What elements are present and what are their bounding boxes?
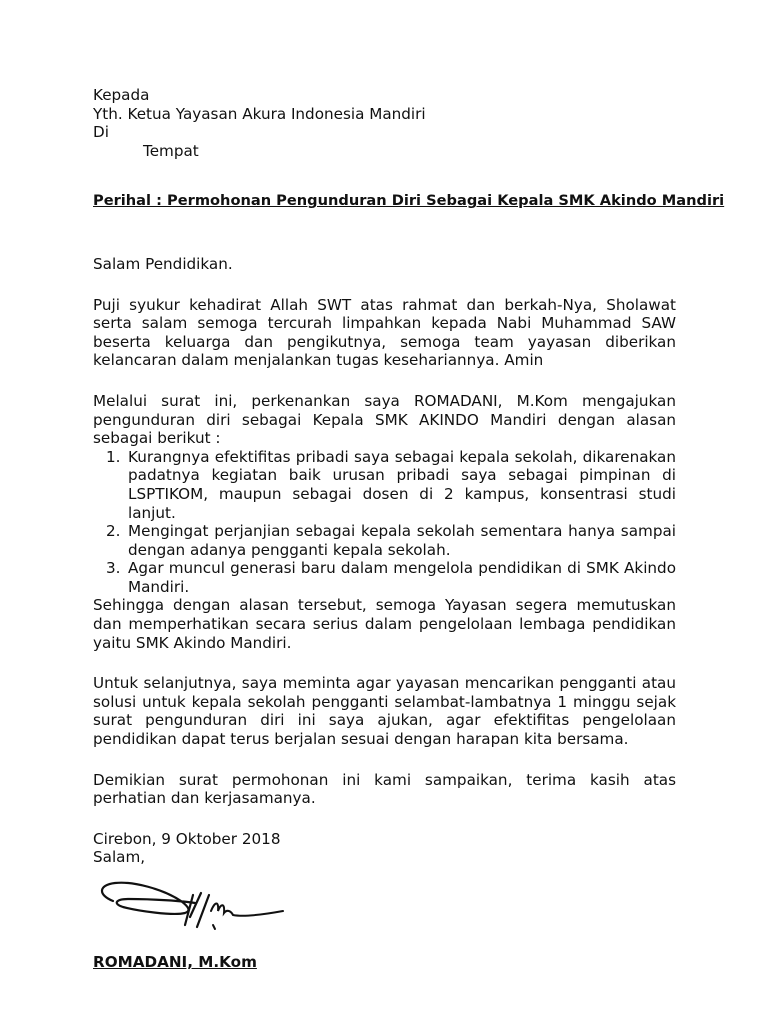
address-place: Tempat — [143, 141, 199, 160]
address-recipient: Yth. Ketua Yayasan Akura Indonesia Mandiri — [93, 104, 426, 123]
place-date: Cirebon, 9 Oktober 2018 — [93, 829, 281, 848]
list-item-text: Mengingat perjanjian sebagai kepala sekolah sementara hanya sampai dengan adanya pengganti kepala sekolah. — [128, 522, 676, 559]
list-item — [106, 559, 676, 596]
list-item — [106, 522, 676, 559]
greeting: Salam Pendidikan. — [93, 254, 233, 273]
paragraph-request: Melalui surat ini, perkenankan saya ROMADANI, M.Kom mengajukan pengunduran diri sebagai Kepala SMK AKINDO Mandiri dengan alasan sebagai berikut : — [93, 391, 676, 448]
letter — [93, 86, 725, 972]
paragraph-followup: Untuk selanjutnya, saya meminta agar yayasan mencarikan pengganti atau solusi untuk kepala sekolah pengganti selambat-lambatnya 1 minggu sejak surat pengunduran diri ini saya ajukan, agar efektifitas pengelolaan pendidikan dapat terus berjalan sesuai dengan harapan kita bersama. — [93, 674, 676, 749]
list-item-text: Agar muncul generasi baru dalam mengelola pendidikan di SMK Akindo Mandiri. — [128, 559, 676, 596]
salutation: Salam, — [93, 848, 146, 867]
paragraph-opening: Puji syukur kehadirat Allah SWT atas rahmat dan berkah-Nya, Sholawat serta salam semoga tercurah limpahkan kepada Nabi Muhammad SAW beserta keluarga dan pengikutnya, semoga team yayasan diberikan kelancaran dalam menjalankan tugas kesehariannya. Amin — [93, 295, 676, 370]
closing-block — [93, 830, 676, 867]
paragraph-conclusion: Sehingga dengan alasan tersebut, semoga Yayasan segera memutuskan dan memperhatikan secara serius dalam pengelolaan lembaga pendidikan yaitu SMK Akindo Mandiri. — [93, 596, 676, 652]
paragraph-closing: Demikian surat permohonan ini kami sampaikan, terima kasih atas perhatian dan kerjasamanya. — [93, 770, 676, 808]
address-to: Kepada — [93, 86, 150, 104]
letter-subject: Perihal : Permohonan Pengunduran Diri Sebagai Kepala SMK Akindo Mandiri — [93, 192, 725, 210]
signature — [93, 871, 676, 949]
list-item-number: 2. — [106, 522, 121, 541]
address-block — [93, 86, 676, 160]
reasons-list — [93, 448, 676, 597]
signer-name: ROMADANI, M.Kom — [93, 953, 257, 971]
list-item-number: 3. — [106, 559, 121, 578]
list-item-number: 1. — [106, 447, 121, 466]
signature-icon — [93, 871, 293, 949]
list-item — [106, 447, 676, 522]
list-item-text: Kurangnya efektifitas pribadi saya sebagai kepala sekolah, dikarenakan padatnya kegiatan baik urusan pribadi saya sebagai pimpinan di LSPTIKOM, maupun sebagai dosen di 2 kampus, konsentrasi studi lanjut. — [128, 447, 676, 522]
address-at: Di — [93, 123, 109, 142]
